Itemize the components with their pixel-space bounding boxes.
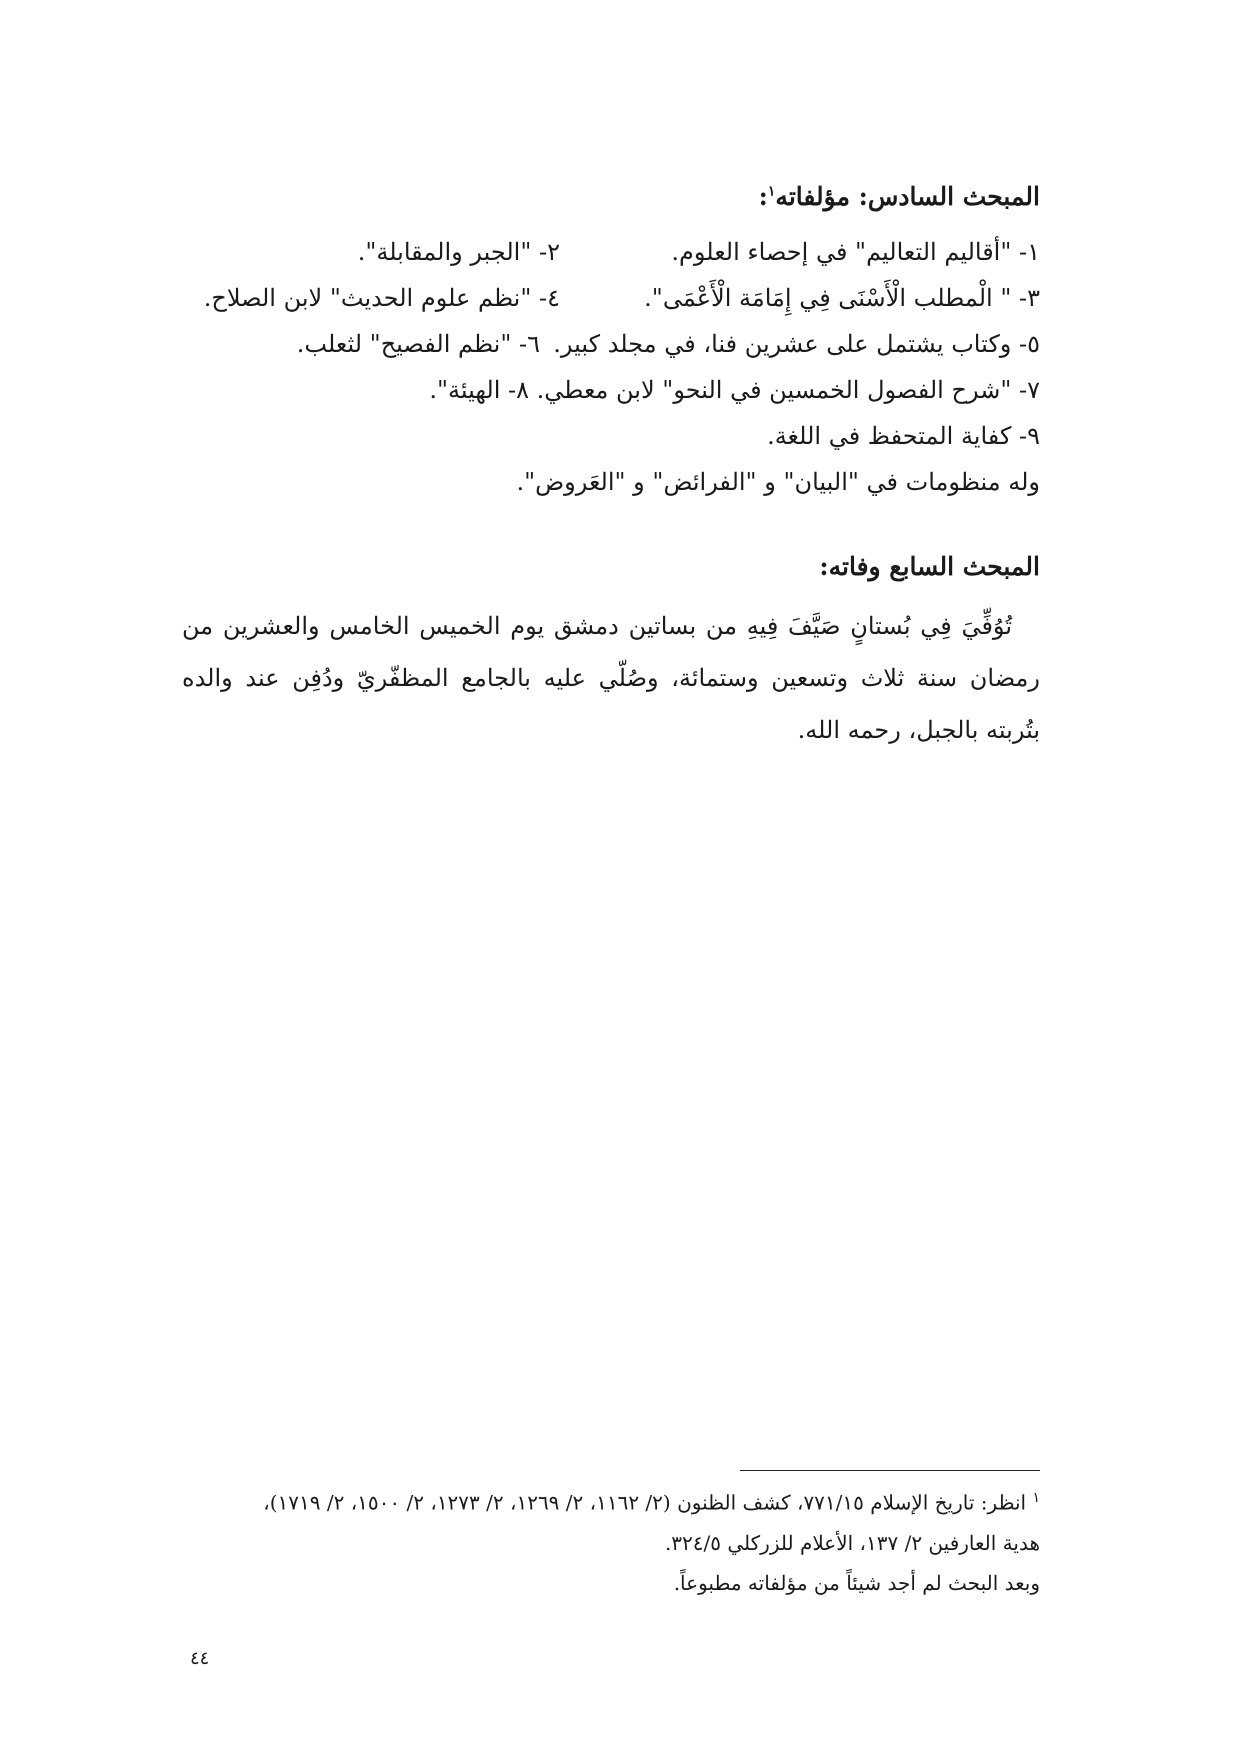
- works-item-2: ٢- "الجبر والمقابلة".: [357, 238, 560, 266]
- works-item-1: ١- "أقاليم التعاليم" في إحصاء العلوم.: [671, 238, 1040, 266]
- section-heading-works: [759, 182, 1040, 211]
- footnote-line-2: هدية العارفين ٢/ ١٣٧، الأعلام للزركلي ٣٢٤/٥.: [664, 1530, 1040, 1555]
- footnote-reference: ١: [767, 183, 776, 200]
- death-paragraph: تُوُفِّيَ فِي بُستانٍ صَيَّفَ فِيهِ من بساتين دمشق يوم الخميس الخامس والعشرين من رمضان سنة ثلاث وتسعين وستمائة، وصُلّي عليه بالجامع المظفّريّ ودُفِن عند والده بتُربته بالجبل، رحمه الله.: [182, 612, 1041, 744]
- works-item-3: ٣- " الْمطلب الْأَسْنَى فِي إِمَامَة الْأَعْمَى".: [644, 284, 1040, 312]
- footnote-line-3: وبعد البحث لم أجد شيئاً من مؤلفاته مطبوعاً.: [673, 1570, 1040, 1595]
- works-poems: وله منظومات في "البيان" و "الفرائض" و "العَروض".: [516, 468, 1040, 496]
- footnote-marker: ١: [1032, 1490, 1040, 1506]
- footnote-line-1-text: انظر: تاريخ الإسلام ٧٧١/١٥، كشف الظنون (٢/ ١١٦٢، ٢/ ١٢٦٩، ٢/ ١٢٧٣، ٢/ ١٥٠٠، ٢/ ١٧١٩)،: [263, 1490, 1027, 1515]
- works-item-4: ٤- "نظم علوم الحديث" لابن الصلاح.: [203, 284, 560, 312]
- footnote: [182, 1478, 1040, 1603]
- works-item-9: ٩- كفاية المتحفظ في اللغة.: [767, 422, 1040, 450]
- section-heading-death: المبحث السابع وفاته:: [819, 552, 1040, 581]
- works-item-7-8: ٧- "شرح الفصول الخمسين في النحو" لابن معطي. ٨- الهيئة".: [429, 376, 1040, 404]
- heading-colon: :: [758, 182, 768, 211]
- works-item-5-6: ٥- وكتاب يشتمل على عشرين فنا، في مجلد كبير.: [553, 330, 1040, 358]
- section-heading-works-text: المبحث السادس: مؤلفاته: [775, 182, 1040, 211]
- footnote-divider: [740, 1470, 1040, 1471]
- works-item-6: ٦- "نظم الفصيح" لثعلب.: [296, 330, 540, 358]
- footnote-line-1: [182, 1478, 1040, 1523]
- page-number: ٤٤: [190, 1648, 210, 1669]
